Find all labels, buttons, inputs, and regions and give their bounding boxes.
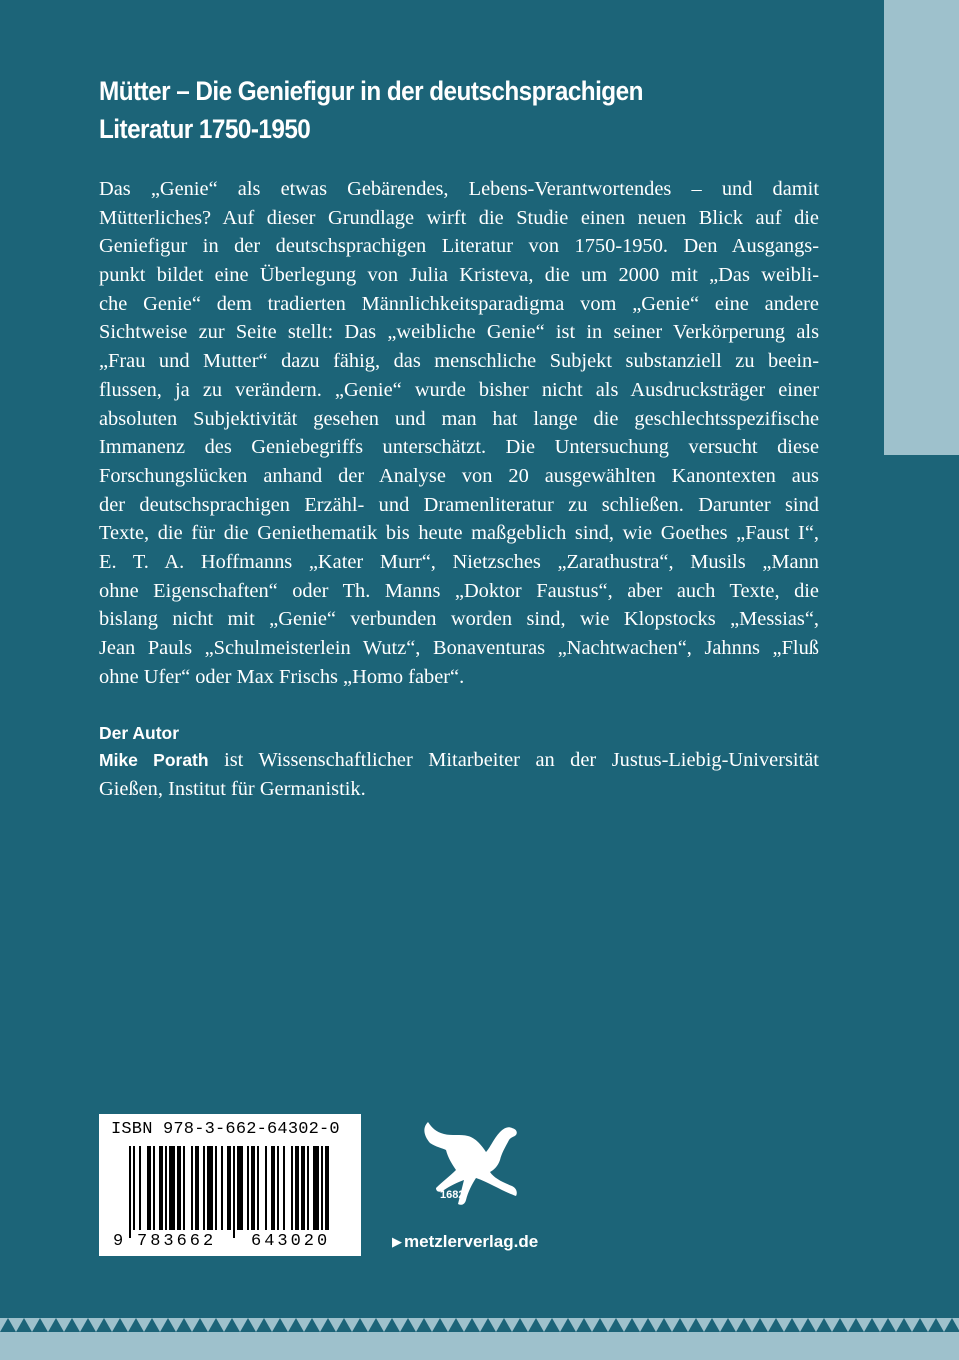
barcode-bar — [133, 1146, 135, 1230]
barcode-bar — [159, 1146, 163, 1230]
barcode-bar — [139, 1146, 141, 1230]
isbn-label: ISBN 978-3-662-64302-0 — [111, 1120, 340, 1139]
logo-year: 1682 — [440, 1189, 465, 1201]
barcode-bar — [215, 1146, 217, 1230]
barcode-bar — [165, 1146, 167, 1230]
blurb-line: Mütterliches? Auf dieser Grundlage wirft die Studie einen neuen Blick auf die — [99, 206, 819, 229]
blurb-line: flussen, ja zu verändern. „Genie“ wurde bisher nicht als Ausdrucksträger einer — [99, 378, 819, 401]
barcode-bar — [295, 1146, 299, 1230]
barcode-bar — [307, 1146, 309, 1230]
barcode-bar — [313, 1146, 319, 1230]
play-arrow-icon: ▶ — [392, 1234, 402, 1249]
decorative-triangle-strip — [0, 1318, 959, 1360]
blurb-line: Immanenz des Geniebegriffs unterschätzt. Die Untersuchung versucht diese — [99, 436, 819, 459]
barcode-bar — [277, 1146, 279, 1230]
blurb-line: Geniefigur in der deutschsprachigen Literatur von 1750-1950. Den Ausgangs- — [99, 235, 819, 258]
blurb-line: E. T. A. Hoffmanns „Kater Murr“, Nietzsches „Zarathustra“, Musils „Mann — [99, 550, 819, 573]
barcode-bar — [233, 1146, 235, 1238]
barcode-bar — [321, 1146, 323, 1230]
barcode-bar — [177, 1146, 181, 1230]
blurb-line: punkt bildet eine Überlegung von Julia Kristeva, die um 2000 mit „Das weibli- — [99, 264, 819, 287]
side-color-tab — [884, 0, 959, 455]
barcode-bar — [169, 1146, 175, 1230]
author-bio — [99, 746, 819, 803]
book-title — [99, 72, 783, 148]
blurb-line: Das „Genie“ als etwas Gebärendes, Lebens-Verantwortendes – und damit — [99, 178, 819, 200]
title-line-2: Literatur 1750-1950 — [99, 114, 311, 144]
author-name: Mike Porath — [99, 750, 209, 770]
barcode-bar — [203, 1146, 205, 1230]
barcode-bar — [153, 1146, 155, 1230]
blurb-line: bislang nicht mit „Genie“ verbunden worden sind, wie Klopstocks „Messias“, — [99, 608, 819, 631]
barcode-bar — [147, 1146, 151, 1230]
barcode-bar — [195, 1146, 199, 1230]
barcode-bar — [251, 1146, 255, 1230]
author-heading: Der Autor — [99, 723, 180, 743]
blurb-line: der deutschsprachigen Erzähl- und Dramenliteratur zu schließen. Darunter sind — [99, 493, 819, 516]
blurb-line: ohne Eigenschaften“ oder Th. Manns „Doktor Faustus“, aber auch Texte, die — [99, 579, 819, 602]
barcode-bar — [271, 1146, 275, 1230]
barcode-bar — [301, 1146, 305, 1230]
blurb-line: Jean Pauls „Schulmeisterlein Wutz“, Bonaventuras „Nachtwachen“, Jahnns „Fluß — [99, 637, 819, 659]
author-bio-text: ist Wissenschaftlicher Mitarbeiter an der Justus-Liebig-Universität — [208, 749, 819, 771]
blurb-line: „Frau und Mutter“ dazu fähig, das menschliche Subjekt substanziell zu beein- — [99, 350, 819, 373]
title-line-1: Mütter – Die Geniefigur in der deutschsprachigen — [99, 76, 643, 106]
barcode-bar — [237, 1146, 243, 1230]
barcode-bar — [247, 1146, 249, 1230]
blurb-line: Forschungslücken anhand der Analyse von 20 ausgewählten Kanontexten aus — [99, 464, 819, 487]
book-blurb — [99, 175, 819, 691]
barcode-bar — [129, 1146, 131, 1238]
barcode-bar — [283, 1146, 285, 1230]
barcode-bar — [183, 1146, 185, 1230]
barcode-bar — [265, 1146, 267, 1230]
author-bio-line-2: Gießen, Institut für Germanistik. — [99, 777, 366, 800]
author-bio-line-1 — [99, 746, 819, 775]
barcode-digits — [99, 1232, 361, 1254]
blurb-line: absoluten Subjektivität gesehen und man hat lange die geschlechtsspezifische — [99, 407, 819, 430]
blurb-line: Texte, die für die Geniethematik bis heute maßgeblich sind, wie Goethes „Faust I“, — [99, 522, 819, 545]
barcode-digit-first: 9 — [113, 1232, 124, 1251]
barcode-bar — [325, 1146, 329, 1230]
barcode-bar — [291, 1146, 293, 1230]
blurb-line: che Genie“ dem tradierten Männlichkeitsparadigma vom „Genie“ eine andere — [99, 292, 819, 315]
website-text: metzlerverlag.de — [404, 1232, 539, 1251]
publisher-website[interactable] — [392, 1232, 538, 1252]
strip-band — [0, 1332, 959, 1360]
horse-icon — [416, 1116, 528, 1218]
barcode-bars — [99, 1146, 361, 1238]
barcode-bar — [191, 1146, 193, 1230]
barcode-digits-right: 643020 — [251, 1232, 331, 1251]
barcode-bar — [207, 1146, 213, 1230]
isbn-barcode — [99, 1114, 361, 1256]
blurb-line: ohne Ufer“ oder Max Frischs „Homo faber“. — [99, 665, 465, 688]
barcode-bar — [257, 1146, 259, 1230]
barcode-bar — [227, 1146, 231, 1230]
barcode-digits-left: 783662 — [137, 1232, 217, 1251]
blurb-line: Sichtweise zur Seite stellt: Das „weibliche Genie“ ist in seiner Verkörperung als — [99, 321, 819, 344]
barcode-bar — [221, 1146, 223, 1230]
